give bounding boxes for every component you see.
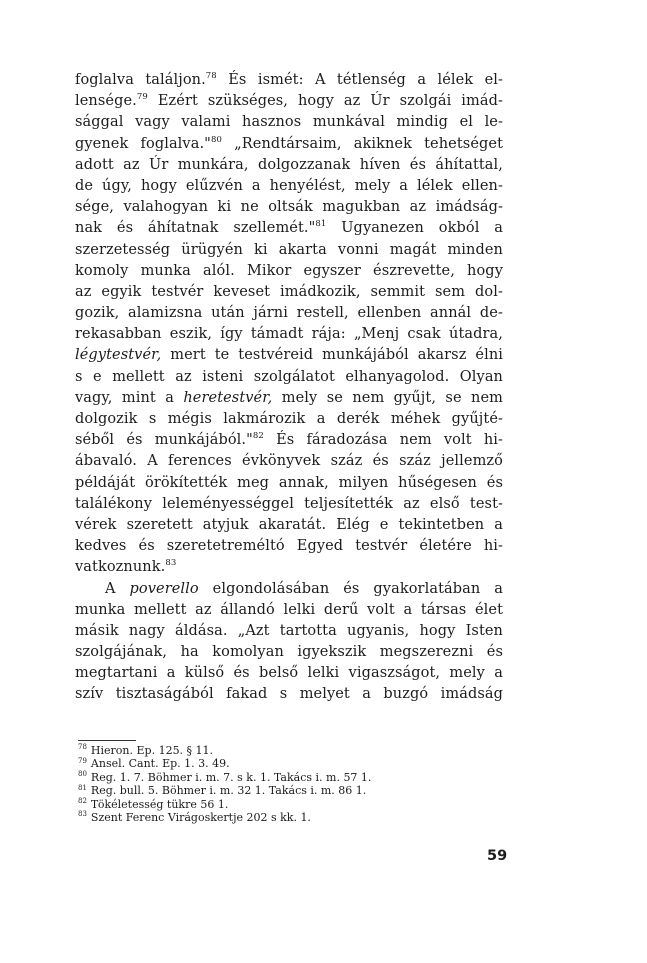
text-segment: vatkoznunk. <box>75 559 166 576</box>
text-line <box>75 684 503 705</box>
footnote-text: Tökéletesség tükre 56 1. <box>90 797 229 811</box>
footnote-text: Reg. 1. 7. Böhmer i. m. 7. s k. 1. Takács i. m. 57 1. <box>90 770 372 784</box>
text-segment: komoly munka alól. Mikor egyszer észrevette, hogy <box>75 262 503 279</box>
text-line <box>75 473 503 494</box>
text-segment: sággal vagy valami hasznos munkával mindig el le- <box>75 114 503 131</box>
footnote <box>78 811 478 824</box>
body-text <box>75 70 503 706</box>
text-line <box>75 536 503 557</box>
text-line <box>75 579 503 600</box>
text-segment: mert te testvéreid munkájából akarsz élni <box>161 347 503 364</box>
footnote-separator <box>78 740 136 741</box>
text-line <box>75 557 503 578</box>
page-number: 59 <box>487 848 508 864</box>
text-line <box>75 91 503 112</box>
text-line <box>75 218 503 239</box>
text-line <box>75 388 503 409</box>
text-segment: s e mellett az isteni szolgálatot elhanyagolod. Olyan <box>75 368 503 385</box>
footnote-ref: 83 <box>165 558 177 569</box>
footnote-number: 81 <box>78 783 87 792</box>
text-segment: sége, valahogyan ki ne oltsák magukban az imádság- <box>75 199 503 216</box>
footnote-ref: 82 <box>252 431 264 442</box>
text-segment: megtartani a külső és belső lelki vigaszságot, mely a <box>75 665 503 682</box>
text-segment: dolgozik s mégis lakmározik a derék méhek gyűjté- <box>75 411 503 427</box>
italic-text: heretestvér, <box>183 389 273 406</box>
footnote <box>78 798 478 811</box>
text-segment: találékony leleményességgel teljesítették az első test- <box>75 495 503 512</box>
footnote-number: 80 <box>78 770 87 779</box>
footnote <box>78 771 478 784</box>
text-segment: séből és munkájából." <box>75 432 253 449</box>
text-segment: gozik, alamizsna után járni restell, ellenben annál de- <box>75 305 503 322</box>
text-line <box>75 409 503 430</box>
text-segment: foglalva találjon. <box>75 72 206 88</box>
footnote-number: 82 <box>78 796 87 805</box>
text-segment: munka mellett az állandó lelki derű volt a társas élet <box>75 601 503 618</box>
text-line <box>75 451 503 472</box>
text-segment: vérek szeretett atyjuk akaratát. Elég e tekintetben a <box>75 516 503 533</box>
text-line <box>75 345 503 366</box>
text-line <box>75 155 503 176</box>
footnote-text: Ansel. Cant. Ep. 1. 3. 49. <box>90 757 230 771</box>
text-line <box>75 367 503 388</box>
text-segment: elgondolásában és gyakorlatában a <box>198 580 503 597</box>
footnote-number: 79 <box>78 756 87 765</box>
text-line <box>75 324 503 345</box>
text-line <box>75 515 503 536</box>
text-segment: gyenek foglalva." <box>75 135 211 152</box>
text-segment: szív tisztaságából fakad s melyet a buzgó imádság <box>75 686 503 703</box>
text-segment: adott az Úr munkára, dolgozzanak híven és áhítattal, <box>75 156 503 173</box>
footnotes <box>78 744 478 824</box>
text-line <box>75 261 503 282</box>
text-line <box>75 70 503 91</box>
footnote-ref: 78 <box>205 71 217 82</box>
footnote <box>78 784 478 797</box>
text-segment: Ugyanezen okból a <box>326 220 503 237</box>
footnote-text: Hieron. Ep. 125. § 11. <box>90 744 214 757</box>
text-line <box>75 494 503 515</box>
italic-text: légytestvér, <box>75 347 162 364</box>
footnote-ref: 81 <box>315 219 327 230</box>
text-line <box>75 282 503 303</box>
italic-text: poverello <box>129 580 199 597</box>
text-line <box>75 303 503 324</box>
text-line <box>75 176 503 197</box>
text-segment: rekasabban eszik, így támadt rája: „Menj csak útadra, <box>75 326 503 343</box>
text-segment: lensége. <box>75 93 137 110</box>
text-segment: de úgy, hogy elűzvén a henyélést, mely a lélek ellen- <box>75 177 503 194</box>
text-segment: az egyik testvér keveset imádkozik, semmit sem dol- <box>75 283 503 300</box>
footnote-text: Szent Ferenc Virágoskertje 202 s kk. 1. <box>90 811 311 825</box>
text-line <box>75 134 503 155</box>
text-segment: A <box>105 580 130 597</box>
text-segment: „Rendtársaim, akiknek tehetséget <box>221 135 503 152</box>
text-segment: nak és áhítatnak szellemét." <box>75 220 316 237</box>
text-line <box>75 430 503 451</box>
footnote-number: 78 <box>78 743 87 752</box>
text-segment: ábavaló. A ferences évkönyvek száz és száz jellemző <box>75 453 503 470</box>
text-segment: És ismét: A tétlenség a lélek el- <box>216 72 503 88</box>
text-line <box>75 240 503 261</box>
footnote <box>78 744 478 757</box>
text-line <box>75 621 503 642</box>
text-segment: szolgájának, ha komolyan igyekszik megszerezni és <box>75 644 503 661</box>
text-line <box>75 600 503 621</box>
text-segment: kedves és szeretetreméltó Egyed testvér életére hi- <box>75 538 503 555</box>
text-segment: másik nagy áldása. „Azt tartotta ugyanis, hogy Isten <box>75 622 503 639</box>
footnote-number: 83 <box>78 810 87 819</box>
text-segment: Ezért szükséges, hogy az Úr szolgái imád- <box>147 93 503 110</box>
text-segment: mely se nem gyűjt, se nem <box>272 389 503 406</box>
text-line <box>75 642 503 663</box>
text-line <box>75 197 503 218</box>
footnote <box>78 757 478 770</box>
text-segment: És fáradozása nem volt hi- <box>263 432 503 449</box>
text-segment: szerzetesség ürügyén ki akarta vonni magát minden <box>75 241 503 258</box>
text-segment: vagy, mint a <box>75 389 184 406</box>
footnote-text: Reg. bull. 5. Böhmer i. m. 32 1. Takács i. m. 86 1. <box>90 784 367 798</box>
text-segment: példáját örökítették meg annak, milyen hűségesen és <box>75 474 503 491</box>
text-line <box>75 663 503 684</box>
footnote-ref: 79 <box>136 92 148 103</box>
footnote-ref: 80 <box>210 134 222 145</box>
text-line <box>75 112 503 133</box>
